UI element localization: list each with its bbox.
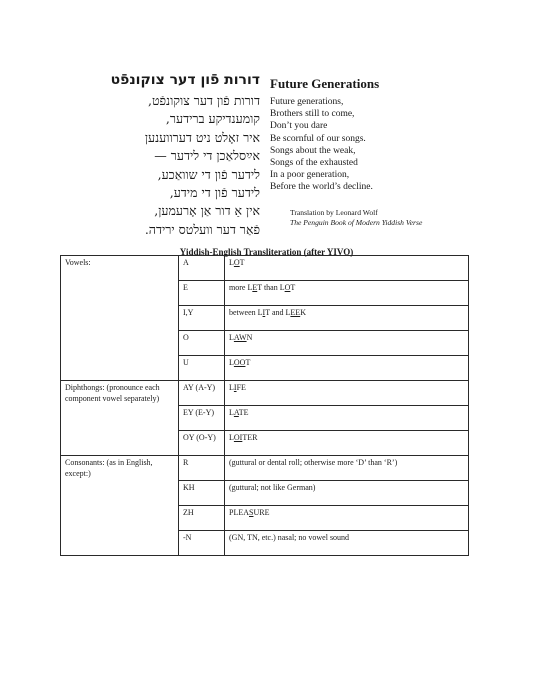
english-poem [270,76,470,228]
sound-cell [225,331,469,356]
yiddish-line: איר זאָלט ניט דערווענען [144,129,260,145]
letter-cell: E [179,281,225,306]
letter-cell: EY (E-Y) [179,406,225,431]
english-line: Songs of the exhausted [270,158,358,169]
underlined-sound: OO [233,358,246,367]
sound-text: (guttural; not like German) [229,483,316,492]
sound-text: PLEA [229,508,249,517]
group-label-cell: Consonants: (as in English, except:) [61,456,179,556]
sound-text: FE [236,383,246,392]
sound-text: L [229,383,234,392]
yiddish-poem [100,70,260,239]
sound-text: T than L [257,283,285,292]
sound-cell [225,431,469,456]
sound-text: URE [253,508,270,517]
sound-text: N [246,333,253,342]
underlined-sound: OI [233,433,243,442]
english-line: Brothers still to come, [270,109,355,120]
english-line: Future generations, [270,97,344,107]
letter-cell: A [179,256,225,281]
letter-cell: AY (A-Y) [179,381,225,406]
underlined-sound: E [252,283,258,292]
source-title: The Penguin Book of Modern Yiddish Verse [290,217,423,227]
yiddish-line: אײַסלאַכן די לידער — [154,148,260,164]
sound-text: T [239,258,245,267]
underlined-sound: I [262,308,266,317]
sound-text: L [229,408,234,417]
yiddish-line: קומענדיקע ברידער, [165,111,260,127]
underlined-sound: EE [290,308,301,317]
sound-text: K [300,308,306,317]
sound-cell [225,456,469,481]
sound-text: (guttural or dental roll; otherwise more ‘D’ than ‘R’) [229,458,398,467]
yiddish-line: לידער פֿון די שוואַכע, [157,166,260,182]
english-line: Be scornful of our songs. [270,133,366,144]
yiddish-line: אין אַ דור אַן אָרעמען, [154,203,260,219]
sound-cell [225,256,469,281]
english-line: Songs about the weak, [270,145,356,156]
english-line: Before the world’s decline. [270,182,373,193]
yiddish-title: דורות פֿון דער צוקונפֿט [110,72,260,88]
sound-text: TER [242,433,258,442]
sound-text: L [229,358,234,367]
sound-cell [225,506,469,531]
transliteration-table-body [61,256,469,556]
letter-cell: OY (O-Y) [179,431,225,456]
sound-text: L [229,433,234,442]
letter-cell: O [179,331,225,356]
letter-cell: -N [179,531,225,556]
sound-cell [225,381,469,406]
sound-text: TE [238,408,249,417]
yiddish-line: לידער פֿון די מידע, [169,185,260,201]
letter-cell: R [179,456,225,481]
sound-cell [225,356,469,381]
table-row [61,256,469,281]
letter-cell: I,Y [179,306,225,331]
sound-cell [225,281,469,306]
sound-text: T and L [265,308,291,317]
underlined-sound: O [284,283,291,292]
sound-text: L [229,333,234,342]
letter-cell: ZH [179,506,225,531]
sound-text: T [290,283,296,292]
sound-cell [225,306,469,331]
sound-cell [225,481,469,506]
sound-cell [225,531,469,556]
table-row [61,456,469,481]
underlined-sound: O [233,258,240,267]
letter-cell: U [179,356,225,381]
translator-credit: Translation by Leonard Wolf [290,207,378,217]
underlined-sound: I [233,383,237,392]
table-row [61,381,469,406]
sound-text: L [229,258,234,267]
english-line: Don’t you dare [270,121,328,132]
yiddish-line: דורות פֿון דער צוקונפֿט, [147,93,260,108]
sound-cell [225,406,469,431]
letter-cell: KH [179,481,225,506]
underlined-sound: S [249,508,254,517]
translation-credit [290,208,470,228]
transliteration-caption: Yiddish-English Transliteration (after YIVO) [179,247,354,257]
group-label-cell: Vowels: [61,256,179,381]
english-line: In a poor generation, [270,170,350,181]
sound-text: (GN, TN, etc.) nasal; no vowel sound [229,533,350,542]
english-title: Future Generations [270,76,380,91]
transliteration-table [60,255,469,556]
sound-text: more L [229,283,253,292]
sound-text: between L [229,308,263,317]
underlined-sound: AW [233,333,247,342]
yiddish-line: פֿאַר דער וועלטס ירידה. [144,221,260,237]
group-label-cell: Diphthongs: (pronounce each component vowel separately) [61,381,179,456]
sound-text: T [245,358,251,367]
underlined-sound: A [233,408,239,417]
